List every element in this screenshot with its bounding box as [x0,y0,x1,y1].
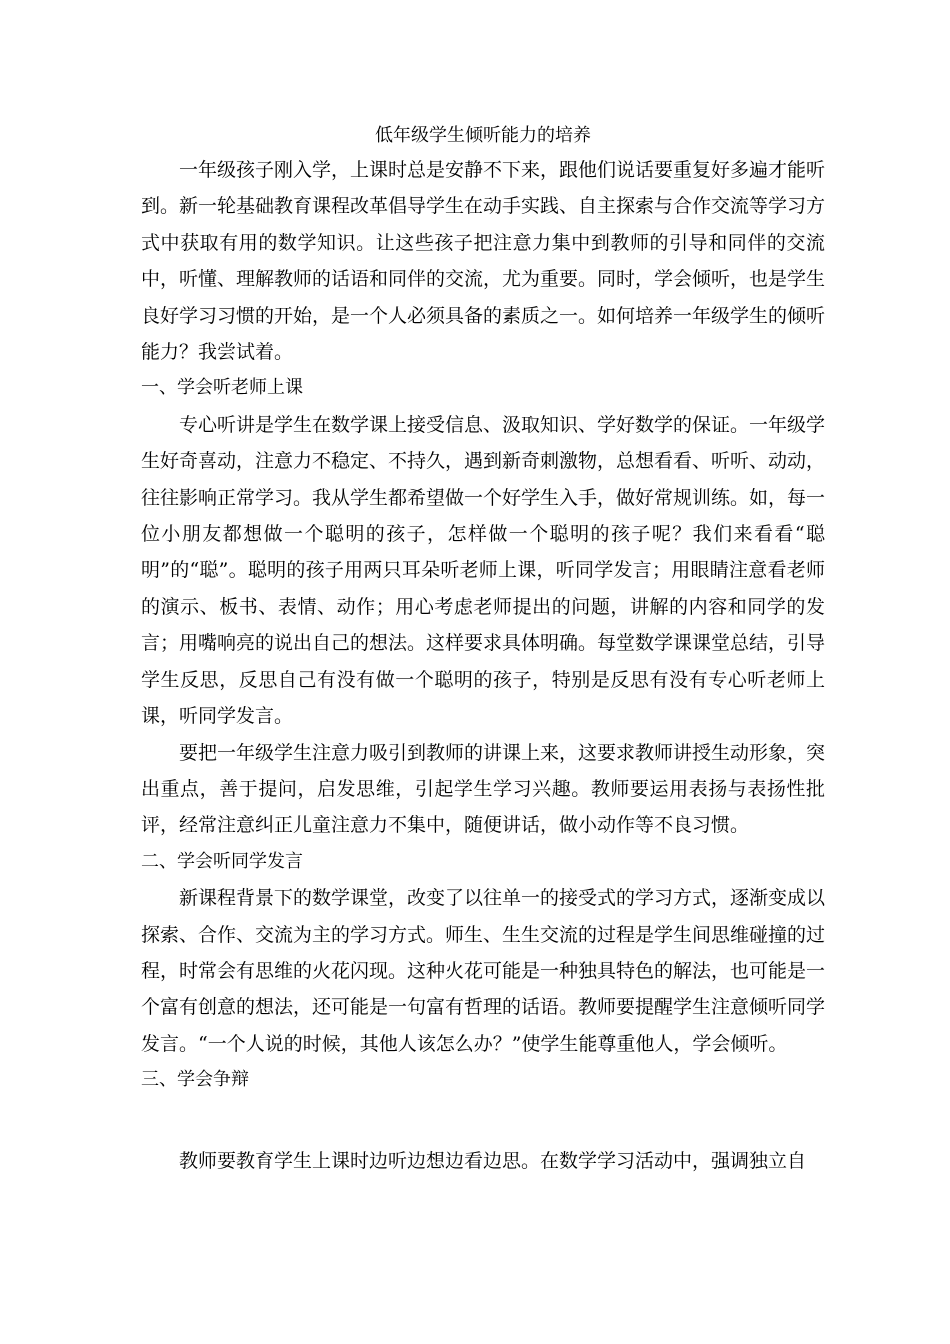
document-title: 低年级学生倾听能力的培养 [375,125,591,146]
blank-gap [141,1099,825,1143]
intro-paragraph: 一年级孩子刚入学，上课时总是安静不下来，跟他们说话要重复好多遍才能听到。新一轮基础教育课程改革倡导学生在动手实践、自主探索与合作交流等学习方式中获取有用的数学知识。让这些孩子把注意力集中到教师的引导和同伴的交流中，听懂、理解教师的话语和同伴的交流，尤为重要。同时，学会倾听，也是学生良好学习习惯的开始，是一个人必须具备的素质之一。如何培养一年级学生的倾听能力？我尝试着。 [141,159,826,364]
section2-paragraph-1: 新课程背景下的数学课堂，改变了以往单一的接受式的学习方式，逐渐变成以探索、合作、交流为主的学习方式。师生、生生交流的过程是学生间思维碰撞的过程，时常会有思维的火花闪现。这种火花可能是一种独具特色的解法，也可能是一个富有创意的想法，还可能是一句富有哲理的话语。教师要提醒学生注意倾听同学发言。“一个人说的时候，其他人该怎么办？”使学生能尊重他人，学会倾听。 [141,887,826,1055]
section3-paragraph-1: 教师要教育学生上课时边听边想边看边思。在数学学习活动中，强调独立自 [179,1149,807,1172]
document-page [141,124,825,1179]
section-heading-2: 二、学会听同学发言 [141,850,303,872]
section1-paragraph-2: 要把一年级学生注意力吸引到教师的讲课上来，这要求教师讲授生动形象，突出重点，善于提问，启发思维，引起学生学习兴趣。教师要运用表扬与表扬性批评，经常注意纠正儿童注意力不集中，随便讲话，做小动作等不良习惯。 [141,741,826,837]
section-heading-3: 三、学会争辩 [141,1069,249,1091]
section1-paragraph-1: 专心听讲是学生在数学课上接受信息、汲取知识、学好数学的保证。一年级学生好奇喜动，注意力不稳定、不持久，遇到新奇刺激物，总想看看、听听、动动，往往影响正常学习。我从学生都希望做一个好学生入手，做好常规训练。如，每一位小朋友都想做一个聪明的孩子，怎样做一个聪明的孩子呢？我们来看看“聪明”的“聪”。聪明的孩子用两只耳朵听老师上课，听同学发言；用眼睛注意看老师的演示、板书、表情、动作；用心考虑老师提出的问题，讲解的内容和同学的发言；用嘴响亮的说出自己的想法。这样要求具体明确。每堂数学课课堂总结，引导学生反思，反思自己有没有做一个聪明的孩子，特别是反思有没有专心听老师上课，听同学发言。 [141,413,826,728]
section-heading-1: 一、学会听老师上课 [141,377,303,399]
